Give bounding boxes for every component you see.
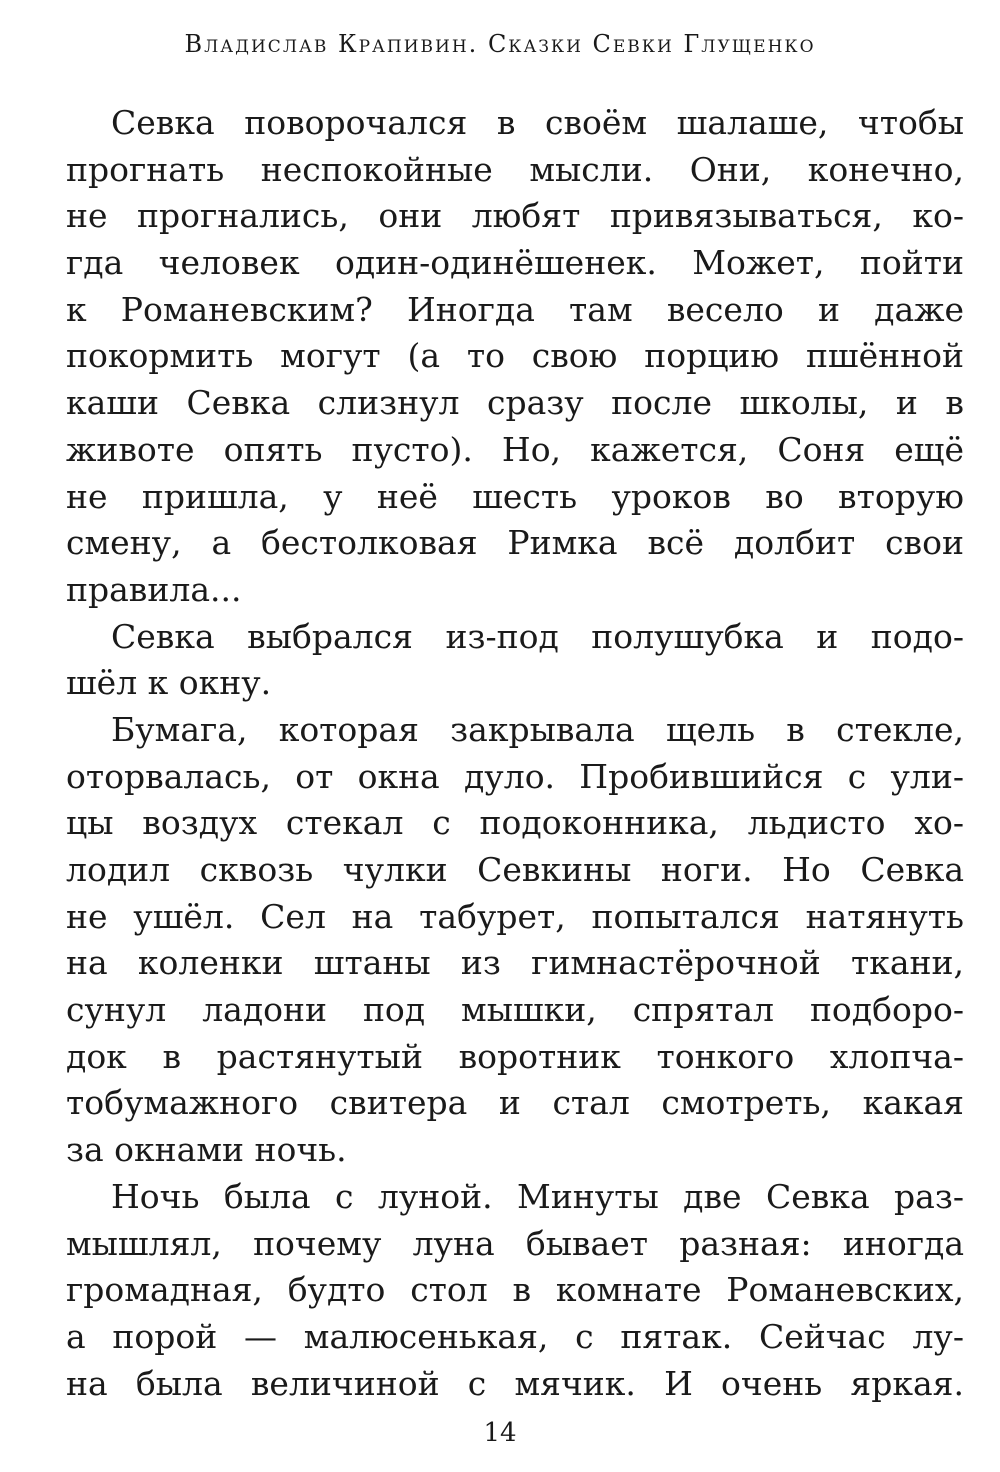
text-line: не прогнались, они любят привязываться, ко- <box>66 196 964 236</box>
text-line: сунул ладони под мышки, спрятал подборо- <box>66 990 964 1030</box>
text-line: Ночь была с луной. Минуты две Севка раз- <box>111 1176 964 1216</box>
text-line: не пришла, у неё шесть уроков во вторую <box>66 476 964 516</box>
text-line: мышлял, почему луна бывает разная: иногда <box>66 1223 964 1263</box>
text-line: Бумага, которая закрывала щель в стекле, <box>111 709 964 749</box>
text-line: гда человек один-одинёшенек. Может, пойти <box>66 243 964 283</box>
text-line: лодил сквозь чулки Севкины ноги. Но Севка <box>66 850 964 889</box>
page-number: 14 <box>483 1418 517 1448</box>
text-line: громадная, будто стол в комнате Романевских, <box>66 1270 964 1310</box>
body-text <box>66 100 964 1407</box>
text-line: к Романевским? Иногда там весело и даже <box>66 289 964 329</box>
text-line: смену, а бестолковая Римка всё долбит свои <box>66 523 964 563</box>
text-line: цы воздух стекал с подоконника, льдисто хо- <box>66 803 964 843</box>
text-line: Севка выбрался из-под полушубка и подо- <box>111 616 964 656</box>
text-line: тобумажного свитера и стал смотреть, какая <box>66 1083 964 1123</box>
text-line: док в растянутый воротник тонкого хлопча- <box>66 1036 964 1076</box>
text-line: не ушёл. Сел на табурет, попытался натянуть <box>66 896 964 936</box>
text-line: шёл к окну. <box>66 663 272 703</box>
text-line: за окнами ночь. <box>66 1130 347 1170</box>
running-header: Владислав Крапивин. Сказки Севки Глущенко <box>184 30 816 58</box>
text-line: животе опять пусто). Но, кажется, Соня ещё <box>66 429 964 469</box>
text-line: каши Севка слизнул сразу после школы, и в <box>66 383 964 423</box>
text-line: Севка поворочался в своём шалаше, чтобы <box>111 103 964 142</box>
text-line: на была величиной с мячик. И очень яркая. <box>66 1363 964 1403</box>
text-line: на коленки штаны из гимнастёрочной ткани, <box>66 943 964 983</box>
text-line: прогнать неспокойные мысли. Они, конечно, <box>66 149 964 189</box>
text-line: правила... <box>66 569 242 609</box>
text-line: покормить могут (а то свою порцию пшённой <box>66 336 964 376</box>
text-line: а порой — малюсенькая, с пятак. Сейчас лу- <box>66 1316 964 1356</box>
text-line: оторвалась, от окна дуло. Пробившийся с ули- <box>66 756 964 796</box>
